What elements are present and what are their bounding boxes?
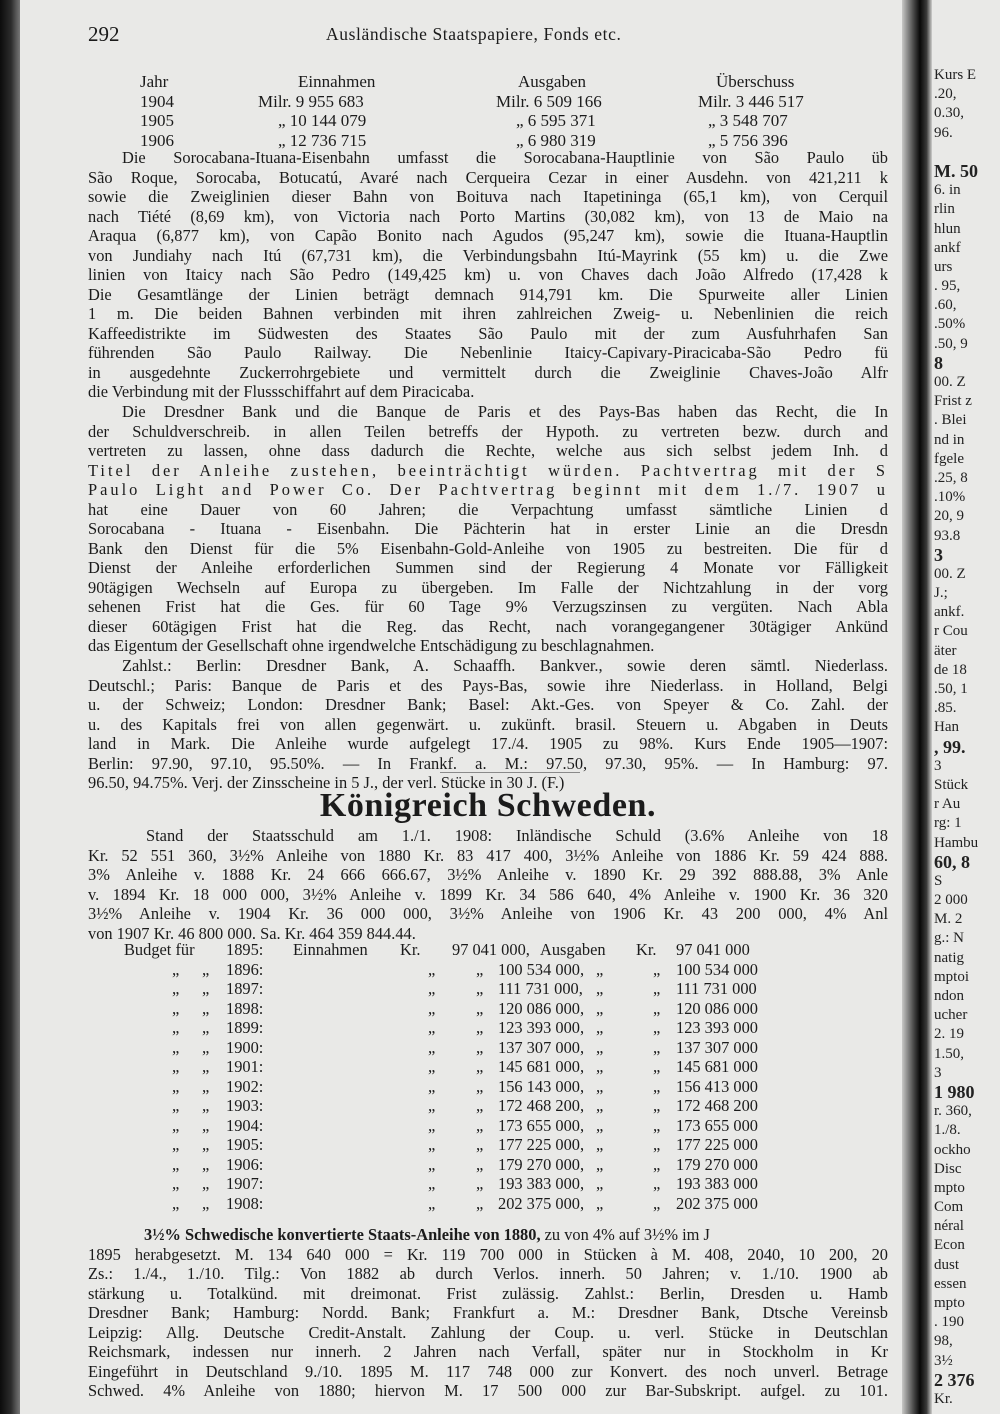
document-page [88, 0, 888, 1414]
adjacent-page-fragment: Stück [934, 776, 969, 793]
budget-ditto: „ [202, 1115, 210, 1135]
text-line: Schwed. 4% Anleihe von 1880; hiervon M. 17 500 000 zur Bar-Subskript. aufgel. zu 101. [88, 1381, 888, 1400]
budget-row [88, 999, 888, 1019]
paragraph-dresdner [88, 402, 888, 656]
text-line: der Schuldverschreib. in allen Teilen betreffs der Hypoth. zu vertreten bezw. durch and [88, 421, 888, 441]
adjacent-page-fragment: 3½ [934, 1352, 953, 1369]
budget-ditto: „ [476, 1057, 484, 1076]
adjacent-page-fragment: M. 2 [934, 911, 963, 928]
adjacent-page-fragment: .25, 8 [934, 469, 968, 486]
budget-ditto: „ [428, 1057, 436, 1076]
table-cell: 1906 [140, 130, 174, 150]
budget-ditto: „ [172, 1154, 180, 1174]
text-line: Bank den Dienst für die 5% Eisenbahn-Gold-Anleihe von 1905 zu bestreiten. Die für d [88, 538, 888, 558]
text-line: Dienst der Anleihe erforderlichen Summen sind der Regierung 4 Monate vor Fälligkeit [88, 558, 888, 577]
budget-einnahmen: 193 383 000, [498, 1174, 585, 1193]
text-line: Berlin: 97.90, 97.10, 95.50%. — In Frankf. a. M.: 97.50, 97.30, 95%. — In Hamburg: 97. [88, 753, 888, 773]
adjacent-page-fragment: 93.8 [934, 527, 961, 544]
paragraph-anleihe-1880 [88, 1225, 888, 1401]
budget-einnahmen: 173 655 000, [498, 1115, 585, 1135]
budget-einnahmen-label: Einnahmen [293, 940, 368, 959]
adjacent-page-fragment: 00. Z [934, 374, 966, 390]
adjacent-page-fragment: .60, [934, 297, 957, 314]
anleihe-title-rest: zu von 4% auf 3½% im J [544, 1225, 710, 1244]
budget-ditto: „ [476, 979, 484, 998]
budget-ditto: „ [596, 1076, 604, 1096]
budget-ditto: „ [653, 1037, 661, 1057]
running-title: Ausländische Staatspapiere, Fonds etc. [326, 24, 622, 44]
text-line: Araqua (6,877 km), von Capão Bonito nach Agudos (95,247 km), sowie die Ituana-Hauptlin [88, 226, 888, 245]
budget-year: 1899: [226, 1018, 264, 1037]
budget-einnahmen: 202 375 000, [498, 1193, 585, 1213]
adjacent-page-fragment: r. 360, [934, 1103, 972, 1120]
budget-einnahmen: 120 086 000, [498, 998, 585, 1018]
budget-einnahmen: 172 468 200, [498, 1096, 585, 1115]
text-line: Dresdner Bank; Hamburg: Nordd. Bank; Frankfurt a. M.: Dresdner Bank, Dtsche Vereinsb [88, 1303, 888, 1322]
text-line: Leipzig: Allg. Deutsche Credit-Anstalt. Zahlung der Coup. u. verl. Stücke in Deutschlan [88, 1322, 888, 1342]
budget-year: 1906: [226, 1154, 264, 1174]
budget-year: 1908: [226, 1193, 264, 1213]
section-divider [440, 772, 580, 773]
adjacent-page-fragment: fgele [934, 450, 964, 467]
text-line: Deutschl.; Paris: Banque de Paris et des Pays-Bas, sowie ihre Niederlass. in Holland, Belgi [88, 675, 888, 695]
budget-ditto: „ [202, 1076, 210, 1096]
budget-row [88, 1174, 888, 1194]
budget-ditto: „ [428, 959, 436, 979]
budget-ditto: „ [172, 959, 180, 979]
adjacent-page-fragment: 1.50, [934, 1045, 964, 1062]
budget-ditto: „ [172, 998, 180, 1018]
budget-ditto: „ [172, 979, 180, 998]
adjacent-page-strip [934, 0, 1000, 1414]
budget-ausgaben: 173 655 000 [676, 1115, 758, 1135]
budget-ausgaben: 145 681 000 [676, 1057, 758, 1076]
adjacent-page-fragment: dust [934, 1256, 960, 1273]
table-cell: „ 10 144 079 [278, 111, 367, 130]
adjacent-page-fragment: ockho [934, 1141, 971, 1158]
text-line: 1895 herabgesetzt. M. 134 640 000 = Kr. 119 700 000 in Stücken à M. 408, 2040, 10 200, 20 [88, 1244, 888, 1264]
text-line: vertreten zu lassen, ohne dass dadurch die Rechte, welche aus sich selbst jedem Inh. d [88, 441, 888, 460]
text-line: Sorocabana - Ituana - Eisenbahn. Die Pächterin hat in erster Linie an die Dresdn [88, 519, 888, 538]
adjacent-page-fragment: 0.30, [934, 105, 964, 122]
budget-ditto: „ [428, 1018, 436, 1037]
adjacent-page-fragment: Kr. [934, 1390, 953, 1407]
adjacent-page-fragment: urs [934, 258, 953, 275]
budget-ditto: „ [202, 959, 210, 979]
budget-einnahmen: 137 307 000, [498, 1037, 585, 1057]
adjacent-page-fragment: äter [934, 642, 957, 659]
adjacent-page-fragment: de 18 [934, 661, 967, 678]
budget-ditto: „ [172, 1115, 180, 1135]
adjacent-page-fragment: 3 [934, 757, 942, 774]
text-line: Die Dresdner Bank und die Banque de Paris et des Pays-Bas haben das Recht, die In [122, 402, 888, 421]
budget-ditto: „ [596, 1037, 604, 1057]
table-row [88, 111, 888, 131]
budget-einnahmen: 177 225 000, [498, 1135, 585, 1154]
budget-ditto: „ [428, 979, 436, 998]
budget-einnahmen: 179 270 000, [498, 1154, 585, 1174]
budget-ditto: „ [596, 1174, 604, 1193]
text-line: Eingeführt in Deutschland 9./10. 1895 M. 117 748 000 zur Konvert. des noch unverl. Betrage [88, 1361, 888, 1381]
adjacent-page-fragment: .50, 1 [934, 681, 968, 697]
budget-ditto: „ [653, 959, 661, 979]
budget-ditto: „ [476, 1174, 484, 1193]
budget-ditto: „ [596, 1193, 604, 1213]
text-line: Zs.: 1./4., 1./10. Tilg.: Von 1882 ab durch Verlos. innerh. 50 Jahren; v. 1./10. 1900 ab [88, 1264, 888, 1283]
adjacent-page-fragment: 00. Z [934, 565, 966, 582]
budget-ditto: „ [653, 1096, 661, 1115]
table-cell: „ 6 980 319 [516, 130, 596, 150]
budget-row [88, 960, 888, 980]
budget-ditto: „ [476, 998, 484, 1018]
budget-row [88, 979, 888, 999]
budget-ditto: „ [653, 1076, 661, 1096]
adjacent-page-fragment: essen [934, 1275, 967, 1292]
budget-ditto: „ [202, 979, 210, 998]
book-gutter-shadow [902, 0, 932, 1414]
adjacent-page-fragment: . 190 [934, 1314, 964, 1331]
budget-ausgaben: 137 307 000 [676, 1037, 758, 1057]
budget-row [88, 1057, 888, 1077]
budget-ditto: „ [172, 1174, 180, 1193]
budget-ditto: „ [428, 998, 436, 1018]
budget-ditto: „ [596, 1018, 604, 1037]
adjacent-page-fragment: Han [934, 719, 959, 736]
budget-ditto: „ [202, 1018, 210, 1037]
adjacent-page-fragment: rlin [934, 201, 955, 218]
budget-ausgaben: 100 534 000 [676, 959, 758, 979]
adjacent-page-fragment: .50% [934, 316, 966, 333]
adjacent-page-fragment: Disc [934, 1160, 962, 1177]
budget-year: 1896: [226, 959, 264, 979]
budget-year: 1903: [226, 1096, 264, 1115]
budget-kr2: Kr. [636, 940, 657, 959]
text-line: hat eine Dauer von 60 Jahren; die Verpachtung umfasst sämtliche Linien d [88, 499, 888, 519]
budget-ditto: „ [476, 1096, 484, 1115]
adjacent-page-fragment: néral [934, 1218, 964, 1235]
adjacent-page-fragment: mpto [934, 1295, 965, 1311]
budget-year: 1905: [226, 1135, 264, 1154]
table-cell: Milr. 3 446 517 [698, 91, 804, 111]
budget-year: 1902: [226, 1076, 264, 1096]
budget-year: 1907: [226, 1174, 264, 1193]
budget-ausgaben: 202 375 000 [676, 1193, 758, 1213]
budget-ditto: „ [653, 998, 661, 1018]
adjacent-page-fragment: 2. 19 [934, 1026, 964, 1043]
budget-ausgaben: 120 086 000 [676, 998, 758, 1018]
adjacent-page-fragment: ankf [934, 239, 961, 256]
table-cell: Milr. 6 509 166 [496, 91, 602, 111]
budget-ditto: „ [476, 1037, 484, 1057]
budget-ditto: „ [596, 1154, 604, 1174]
table-cell: „ 5 756 396 [708, 130, 788, 150]
budget-ditto: „ [172, 1076, 180, 1096]
budget-row [88, 1155, 888, 1175]
adjacent-page-fragment: hlun [934, 220, 961, 237]
adjacent-page-fragment: ankf. [934, 604, 965, 621]
budget-year: 1900: [226, 1037, 264, 1057]
text-line: 3% Anleihe v. 1888 Kr. 24 666 666.67, 3½% Anleihe v. 1890 Kr. 29 392 888.88, 3% Anle [88, 865, 888, 884]
col-jahr: Jahr [140, 72, 169, 91]
budget-ditto: „ [476, 1193, 484, 1213]
text-line: Titel der Anleihe zustehen, beeinträchtigt würden. Pachtvertrag mit der S [88, 460, 888, 480]
adjacent-page-fragment: .50, 9 [934, 335, 968, 352]
text-line: u. der Schweiz; London: Dresdner Bank; Basel: Akt.-Ges. von Speyer & Co. Zahl. der [88, 695, 888, 714]
budget-einnahmen: 100 534 000, [498, 959, 585, 979]
text-line: die Verbindung mit der Flussschiffahrt auf dem Piracicaba. [88, 382, 475, 401]
adjacent-page-fragment: 2 376 [934, 1369, 975, 1390]
text-line: 90tägigen Wechseln auf Europa zu übergeben. Im Falle der Nichtzahlung in der vorg [88, 577, 888, 597]
adjacent-page-fragment: Com [934, 1199, 964, 1216]
text-line: 3½% Anleihe v. 1904 Kr. 36 000 000, 3½% Anleihe von 1906 Kr. 43 200 000, 4% Anl [88, 904, 888, 923]
budget-ditto: „ [202, 1174, 210, 1193]
budget-year: 1895: [226, 940, 264, 959]
finance-table [88, 72, 888, 150]
text-line: dieser 60tägigen Frist hat die Reg. das Recht, nach vorangegangener 30tägiger Ankünd [88, 616, 888, 636]
budget-einnahmen: 156 143 000, [498, 1076, 585, 1096]
adjacent-page-fragment: nd in [934, 431, 965, 448]
budget-ditto: „ [596, 998, 604, 1018]
budget-ditto: „ [172, 1135, 180, 1154]
adjacent-page-fragment: 1 980 [934, 1081, 975, 1102]
adjacent-page-fragment: 8 [934, 352, 943, 373]
budget-einnahmen: 145 681 000, [498, 1057, 585, 1076]
adjacent-page-fragment: 98, [934, 1333, 953, 1350]
budget-ditto: „ [653, 1018, 661, 1037]
budget-ditto: „ [653, 1115, 661, 1135]
adjacent-page-fragment: .85. [934, 700, 957, 717]
adjacent-page-fragment: 3 [934, 544, 943, 565]
budget-row [88, 1116, 888, 1136]
adjacent-page-fragment: M. 50 [934, 160, 978, 181]
budget-row [88, 1038, 888, 1058]
adjacent-page-fragment: ndon [934, 988, 964, 1004]
budget-ditto: „ [172, 1057, 180, 1076]
budget-einnahmen: 123 393 000, [498, 1018, 585, 1037]
budget-ditto: „ [172, 1018, 180, 1037]
running-header [88, 22, 888, 52]
text-line: linien von Itaicy nach São Pedro (149,425 km) u. von Chaves dach João Alfredo (17,428 k [88, 265, 888, 284]
table-cell: Milr. 9 955 683 [258, 91, 364, 111]
text-line: Paulo Light and Power Co. Der Pachtvertrag beginnt mit dem 1./7. 1907 u [88, 480, 888, 499]
budget-row [88, 1194, 888, 1214]
text-line: sowie die Zweiglinien dieser Bahn von Boituva nach Itapetininga (65,1 km), von Cerquil [88, 187, 888, 206]
anleihe-title: 3½% Schwedische konvertierte Staats-Anleihe von 1880, [144, 1225, 541, 1244]
adjacent-page-fragment: 96. [934, 124, 953, 141]
budget-ditto: „ [653, 1193, 661, 1213]
budget-year: 1901: [226, 1057, 264, 1076]
budget-year: 1898: [226, 998, 264, 1018]
text-line: nach Tiété (8,69 km), von Victoria nach Porto Martins (30,082 km), von 13 de Maio na [88, 206, 888, 226]
adjacent-page-fragment: J.; [934, 585, 948, 602]
text-line: von 1907 Kr. 46 800 000. Sa. Kr. 464 359 844.44. [88, 923, 416, 943]
budget-ditto: „ [653, 1154, 661, 1174]
budget-ditto: „ [172, 1037, 180, 1057]
col-ueberschuss: Überschuss [716, 72, 795, 91]
table-row [88, 92, 888, 112]
budget-ausgaben: 156 413 000 [676, 1076, 758, 1096]
budget-ausgaben: 123 393 000 [676, 1018, 758, 1037]
paragraph-sorocabana [88, 148, 888, 402]
text-line: 96.50, 94.75%. Verj. der Zinsscheine in 5 J., der verl. Stücke in 30 J. (F.) [88, 773, 565, 792]
text-line: Die Gesamtlänge der Linien beträgt demnach 914,791 km. Die Spurweite aller Linien [88, 284, 888, 304]
text-line: São Roque, Sorocaba, Botucatú, Avaré nach Cerqueira Cezar in einer Ausdehn. von 421,211 k [88, 167, 888, 187]
table-cell: „ 12 736 715 [278, 130, 367, 150]
adjacent-page-fragment [934, 143, 1000, 162]
budget-label: Budget für [124, 940, 195, 959]
text-line: Reichsmark, indessen nur innerh. 2 Jahren nach Verfall, später nur in Stockholm in Kr [88, 1342, 888, 1361]
text-line: u. des Kapitals frei von allen gegenwärt. u. zukünft. brasil. Steuern u. Abgaben in Deuts [88, 714, 888, 734]
text-line: das Eigentum der Gesellschaft ohne irgendwelche Entschädigung zu beschlagnahmen. [88, 636, 655, 655]
text-line: in ausgedehnte Zuckerrohrgebiete und vermittelt durch die Zweiglinie Chaves-João Alfr [88, 362, 888, 382]
budget-ditto: „ [596, 1096, 604, 1115]
table-cell: 1904 [140, 91, 174, 111]
adjacent-page-fragment: Hambu [934, 834, 979, 851]
adjacent-page-fragment: .20, [934, 86, 957, 103]
text-line [88, 1225, 888, 1245]
budget-ditto: „ [428, 1154, 436, 1174]
text-line: 1 m. Die beiden Bahnen verbinden mit ihren zahlreichen Zweig- u. Nebenlinien die reich [88, 304, 888, 323]
adjacent-page-fragment: Frist z [934, 393, 972, 410]
page-number: 292 [88, 22, 120, 46]
budget-row [88, 1018, 888, 1038]
col-ausgaben: Ausgaben [518, 72, 586, 91]
budget-row [88, 1077, 888, 1097]
budget-ditto: „ [476, 1076, 484, 1096]
adjacent-page-fragment: mptoi [934, 968, 970, 985]
budget-year: 1904: [226, 1115, 264, 1135]
book-spine-shadow [0, 0, 20, 1414]
budget-row [88, 1096, 888, 1116]
budget-ditto: „ [202, 1135, 210, 1154]
adjacent-page-fragment: r Cou [934, 623, 968, 640]
paragraph-staatsschuld [88, 826, 888, 943]
budget-ditto: „ [476, 1115, 484, 1135]
budget-ausgaben: 179 270 000 [676, 1154, 758, 1174]
budget-ditto: „ [428, 1096, 436, 1115]
budget-table [88, 940, 888, 1213]
text-line: Kr. 52 551 360, 3½% Anleihe von 1880 Kr. 83 417 400, 3½% Anleihe von 1886 Kr. 59 424 888. [88, 845, 888, 865]
adjacent-page-fragment: natig [934, 949, 964, 966]
text-line: sehenen Frist hat die Ges. für 60 Tage 9% Verzugszinsen zu vergüten. Nach Abla [88, 597, 888, 616]
budget-ditto: „ [596, 1057, 604, 1076]
budget-ditto: „ [428, 1076, 436, 1096]
budget-row-first [88, 940, 888, 960]
section-heading: Königreich Schweden. [319, 787, 657, 824]
adjacent-page-fragment: 6. in [934, 182, 961, 199]
adjacent-page-fragment: r Au [934, 796, 961, 813]
text-line: stärkung u. Totalkünd. mit dreimonat. Frist zulässig. Zahlst.: Berlin, Dresden u. Hamb [88, 1283, 888, 1303]
budget-row [88, 1135, 888, 1155]
table-cell: „ 6 595 371 [516, 111, 596, 130]
budget-ausgaben: 172 468 200 [676, 1096, 758, 1115]
budget-ditto: „ [172, 1096, 180, 1115]
adjacent-page-fragment: mpto [934, 1179, 965, 1196]
text-line: Stand der Staatsschuld am 1./1. 1908: Inländische Schuld (3.6% Anleihe von 18 [146, 826, 888, 845]
budget-ausgaben: 111 731 000 [676, 979, 757, 998]
table-cell: „ 3 548 707 [708, 111, 788, 130]
adjacent-page-fragment: Econ [934, 1237, 965, 1254]
adjacent-page-fragment: 60, 8 [934, 851, 970, 872]
budget-ditto: „ [476, 1135, 484, 1154]
table-cell: 1905 [140, 111, 174, 130]
budget-ditto: „ [596, 959, 604, 979]
budget-ditto: „ [476, 959, 484, 979]
text-line: Die Sorocabana-Ituana-Eisenbahn umfasst die Sorocabana-Hauptlinie von São Paulo üb [122, 148, 888, 167]
adjacent-page-fragment: 3 [934, 1064, 942, 1081]
budget-kr: Kr. [400, 940, 421, 959]
budget-ditto: „ [428, 1193, 436, 1213]
budget-einnahmen: 111 731 000, [498, 979, 583, 998]
adjacent-page-fragment: ucher [934, 1007, 968, 1024]
budget-ditto: „ [596, 979, 604, 998]
budget-ausgaben: 177 225 000 [676, 1135, 758, 1154]
budget-ditto: „ [653, 979, 661, 998]
text-line: v. 1894 Kr. 18 000 000, 3½% Anleihe v. 1899 Kr. 34 586 640, 4% Anleihe v. 1900 Kr. 36 320 [88, 884, 888, 904]
adjacent-page-fragment: 20, 9 [934, 508, 964, 525]
budget-ausgaben-label: Ausgaben [540, 940, 606, 959]
budget-ausgaben: 97 041 000 [676, 940, 750, 959]
adjacent-page-fragment: g.: N [934, 930, 964, 947]
adjacent-page-fragment: , 99. [934, 736, 966, 757]
budget-ditto: „ [202, 1057, 210, 1076]
text-line: Kaffeedistrikte im Südwesten des Staates São Paulo mit der zum Ausfuhrhafen San [88, 323, 888, 343]
adjacent-page-fragment: 1./8. [934, 1122, 961, 1139]
budget-ditto: „ [653, 1174, 661, 1193]
adjacent-page-fragment: 2 000 [934, 892, 968, 909]
budget-ditto: „ [476, 1154, 484, 1174]
budget-ditto: „ [653, 1057, 661, 1076]
budget-ditto: „ [202, 1154, 210, 1174]
budget-ditto: „ [202, 1037, 210, 1057]
budget-ditto: „ [476, 1018, 484, 1037]
budget-ditto: „ [202, 998, 210, 1018]
budget-ditto: „ [428, 1037, 436, 1057]
adjacent-page-fragment: .10% [934, 489, 966, 506]
budget-einnahmen: 97 041 000, [452, 940, 530, 959]
budget-ausgaben: 193 383 000 [676, 1174, 758, 1193]
adjacent-page-fragment: rg: 1 [934, 815, 962, 832]
budget-ditto: „ [202, 1193, 210, 1213]
text-line: führenden São Paulo Railway. Die Nebenlinie Itaicy-Capivary-Piracicaba-São Pedro fü [88, 343, 888, 362]
adjacent-page-fragment: S [934, 872, 943, 889]
budget-ditto: „ [428, 1135, 436, 1154]
adjacent-page-fragment: Kurs E [934, 67, 977, 83]
budget-ditto: „ [428, 1174, 436, 1193]
budget-ditto: „ [596, 1135, 604, 1154]
budget-ditto: „ [596, 1115, 604, 1135]
text-line: land in Mark. Die Anleihe wurde aufgelegt 17./4. 1905 zu 98%. Kurs Ende 1905—1907: [88, 734, 888, 753]
col-einnahmen: Einnahmen [298, 72, 376, 91]
adjacent-page-fragment: . 95, [934, 278, 961, 295]
finance-table-header [88, 72, 888, 92]
budget-ditto: „ [172, 1193, 180, 1213]
budget-ditto: „ [428, 1115, 436, 1135]
budget-ditto: „ [653, 1135, 661, 1154]
budget-ditto: „ [202, 1096, 210, 1115]
adjacent-page-fragment: . Blei [934, 412, 967, 429]
text-line: von Jundiahy nach Itú (67,731 km), die Verbindungsbahn Itú-Mayrink (55 km) u. die Zwe [88, 245, 888, 265]
text-line: Zahlst.: Berlin: Dresdner Bank, A. Schaaffh. Bankver., sowie deren sämtl. Niederlass. [122, 656, 888, 675]
budget-year: 1897: [226, 979, 264, 998]
